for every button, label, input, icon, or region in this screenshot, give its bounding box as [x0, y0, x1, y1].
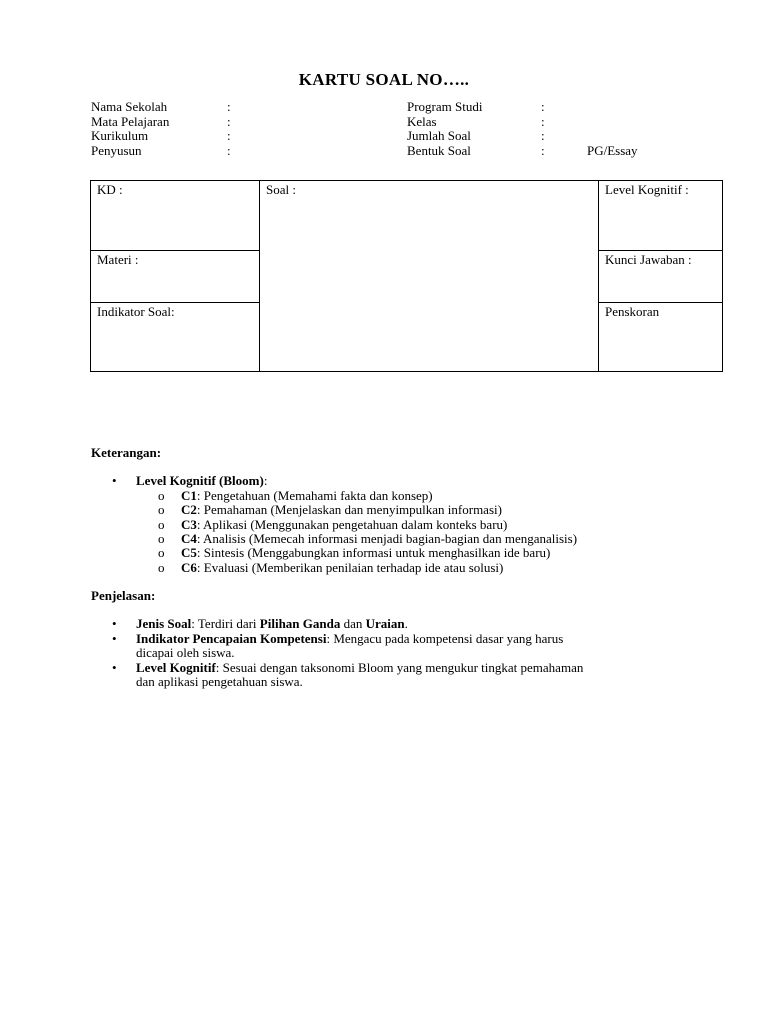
- level-code: C3: [181, 516, 197, 532]
- cell-kunci-jawaban: Kunci Jawaban :: [605, 252, 692, 267]
- term: Level Kognitif: [136, 659, 216, 675]
- info-row: [91, 144, 711, 159]
- level-description: : Sintesis (Menggabungkan informasi untuk menghasilkan ide baru): [196, 545, 551, 561]
- bullet-icon: •: [112, 630, 117, 646]
- cell-penskoran: Penskoran: [605, 304, 660, 319]
- list-item: [91, 546, 731, 560]
- level-description: : Evaluasi (Memberikan penilaian terhadap ide atau solusi): [196, 559, 504, 575]
- field-separator: :: [541, 128, 545, 143]
- circle-bullet-icon: o: [158, 531, 165, 547]
- field-value-bentuk-soal: PG/Essay: [587, 142, 638, 158]
- field-label-kurikulum: Kurikulum: [91, 128, 149, 143]
- bullet-icon: •: [112, 659, 117, 675]
- level-description: : Aplikasi (Menggunakan pengetahuan dalam konteks baru): [196, 516, 508, 532]
- level-code: C2: [181, 502, 197, 518]
- list-item: [91, 503, 731, 517]
- field-label-penyusun: Penyusun: [91, 142, 142, 158]
- level-code: C1: [181, 487, 197, 503]
- list-item: [91, 489, 731, 503]
- term: Uraian: [365, 616, 405, 632]
- description: : Mengacu pada kompetensi dasar yang harus: [326, 630, 564, 646]
- field-separator: :: [227, 142, 231, 158]
- cell-kd: KD :: [97, 182, 123, 197]
- cell-materi: Materi :: [97, 252, 139, 267]
- list-item: [91, 617, 731, 631]
- description-continued: dan aplikasi pengetahuan siswa.: [136, 674, 303, 690]
- level-description: : Pemahaman (Menjelaskan dan menyimpulkan informasi): [196, 502, 502, 518]
- field-separator: :: [227, 113, 231, 129]
- list-item: [91, 661, 731, 690]
- cell-indikator-soal: Indikator Soal:: [97, 304, 175, 319]
- list-item: [91, 474, 731, 488]
- field-label-nama-sekolah: Nama Sekolah: [91, 99, 168, 114]
- column-divider: [259, 181, 260, 371]
- list-item: [91, 632, 731, 661]
- field-label-mata-pelajaran: Mata Pelajaran: [91, 113, 170, 129]
- keterangan-heading: Keterangan:: [91, 445, 162, 460]
- circle-bullet-icon: o: [158, 487, 165, 503]
- header-fields: [91, 100, 711, 158]
- bullet-icon: •: [112, 616, 117, 632]
- field-separator: :: [541, 99, 545, 114]
- description: dan: [340, 616, 366, 632]
- level-description: : Pengetahuan (Memahami fakta dan konsep): [196, 487, 433, 503]
- field-separator: :: [227, 99, 231, 114]
- field-label-program-studi: Program Studi: [407, 99, 483, 114]
- list-item: [91, 561, 731, 575]
- cell-soal: Soal :: [266, 182, 296, 197]
- circle-bullet-icon: o: [158, 559, 165, 575]
- description: : Sesuai dengan taksonomi Bloom yang mengukur tingkat pemahaman: [215, 659, 584, 675]
- penjelasan-section: [91, 589, 731, 689]
- column-divider: [598, 181, 599, 371]
- bloom-label: Level Kognitif (Bloom): [136, 473, 264, 489]
- info-row: [91, 115, 711, 130]
- description-continued: dicapai oleh siswa.: [136, 645, 235, 661]
- term: Indikator Pencapaian Kompetensi: [136, 630, 327, 646]
- bloom-colon: :: [263, 473, 268, 489]
- circle-bullet-icon: o: [158, 545, 165, 561]
- info-row: [91, 129, 711, 144]
- circle-bullet-icon: o: [158, 502, 165, 518]
- info-row: [91, 100, 711, 115]
- term: Pilihan Ganda: [259, 616, 341, 632]
- cell-level-kognitif: Level Kognitif :: [605, 182, 689, 197]
- field-separator: :: [227, 128, 231, 143]
- level-code: C5: [181, 545, 197, 561]
- list-item: [91, 532, 731, 546]
- question-card-table: [90, 180, 723, 372]
- level-code: C6: [181, 559, 197, 575]
- penjelasan-heading: Penjelasan:: [91, 588, 156, 603]
- field-separator: :: [541, 142, 545, 158]
- field-label-bentuk-soal: Bentuk Soal: [407, 142, 471, 158]
- level-code: C4: [181, 531, 197, 547]
- page-title: KARTU SOAL NO…..: [298, 70, 470, 89]
- field-label-jumlah-soal: Jumlah Soal: [407, 128, 471, 143]
- bullet-icon: •: [112, 473, 117, 489]
- circle-bullet-icon: o: [158, 516, 165, 532]
- field-separator: :: [541, 113, 545, 129]
- field-label-kelas: Kelas: [407, 113, 437, 129]
- description: : Terdiri dari: [191, 616, 260, 632]
- term: Jenis Soal: [136, 616, 192, 632]
- description: .: [404, 616, 408, 632]
- list-item: [91, 518, 731, 532]
- level-description: : Analisis (Memecah informasi menjadi bagian-bagian dan menganalisis): [196, 531, 578, 547]
- keterangan-section: [91, 446, 731, 575]
